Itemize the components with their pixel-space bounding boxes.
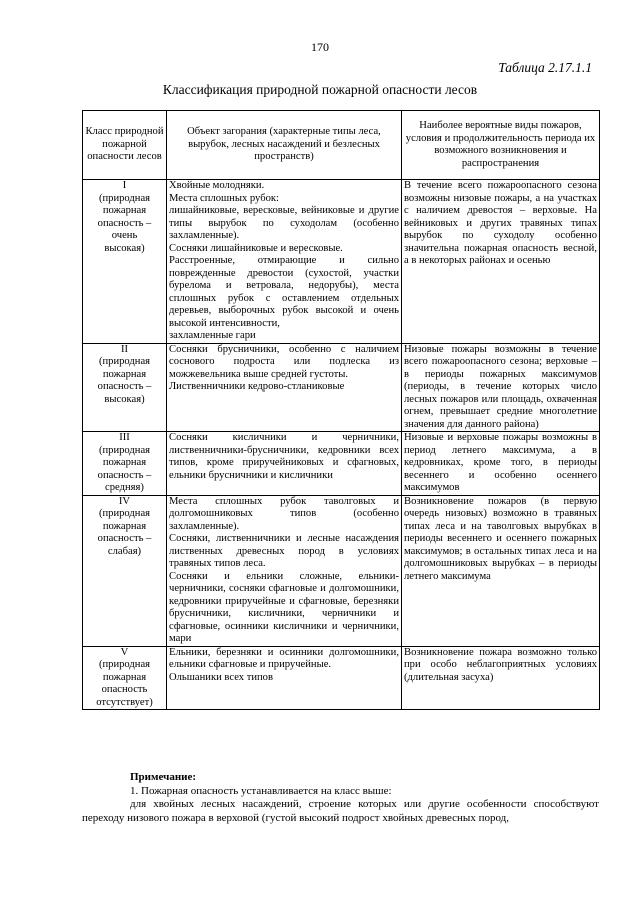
class-line: IV xyxy=(118,495,131,507)
class-line: пожарная xyxy=(102,671,147,683)
table-row xyxy=(83,495,600,646)
object-line: Сосняки и ельники сложные, ельники-черничники, сосняки сфагновые и долгомошники, кедровники приручейные и сфагновые, березняки брусничники, кисличники, черничники и сфагновые, осинники кисличники и черничники, мари xyxy=(169,570,399,644)
class-line: (природная xyxy=(98,444,151,456)
object-cell xyxy=(167,432,402,496)
page-number: 170 xyxy=(311,40,329,54)
class-line: III xyxy=(119,432,130,443)
class-line: отсутствует) xyxy=(96,696,153,708)
note-section xyxy=(82,771,599,825)
note-item-1: 1. Пожарная опасность устанавливается на класс выше: xyxy=(130,784,392,797)
class-line: средняя) xyxy=(105,482,144,493)
fires-cell: Возникновение пожаров (в первую очередь низовых) возможно в травяных типах леса и на таволговых вырубках в периоды весеннего и осеннего пожарных максимумов; в остальных типах леса и на долгомошниковых вырубках – в периоды летнего максимума xyxy=(402,495,600,646)
class-line: пожарная xyxy=(102,368,147,380)
object-line: Расстроенные, отмирающие и сильно поврежденные древостои (сухостой, участки бурелома и ветровала, недорубы), места сплошных рубок с оставлением отдельных деревьев, выборочных рубок высокой и очень высокой интенсивности, xyxy=(169,255,399,329)
object-cell xyxy=(167,495,402,646)
class-line: пожарная xyxy=(102,205,147,216)
class-line: (природная xyxy=(98,659,151,670)
class-line: (природная xyxy=(98,192,151,204)
class-line: V xyxy=(120,646,129,658)
table-row xyxy=(83,180,600,344)
class-line: II xyxy=(120,343,129,355)
class-line: слабая) xyxy=(107,545,142,557)
fires-cell: Низовые и верховые пожары возможны в период летнего максимума, а в кедровниках, кроме того, в периоды весеннего и особенно осеннего максимумов xyxy=(402,432,600,496)
table-row xyxy=(83,646,600,710)
object-line: Хвойные молодняки. xyxy=(169,180,265,191)
object-line: Места сплошных рубок: xyxy=(169,192,279,204)
table-header-row xyxy=(83,111,600,180)
fires-cell: В течение всего пожароопасного сезона возможны низовые пожары, а на участках с наличием древостоя – верховые. На вейниковых и других травяных типах вырубок по суходолу особенно значительна пожарная опасность весной, а в некоторых районах и осенью xyxy=(402,180,600,344)
object-line: Сосняки лишайниковые и вересковые. xyxy=(169,242,343,254)
header-fires: Наиболее вероятные виды пожаров, условия и продолжительность периода их возможного возникновения и распространения xyxy=(402,111,600,180)
class-line: опасность – xyxy=(97,469,152,481)
class-line: высокая) xyxy=(104,242,145,254)
fires-cell: Возникновение пожара возможно только при особо неблагоприятных условиях (длительная засуха) xyxy=(402,646,600,710)
table-row xyxy=(83,432,600,496)
note-title: Примечание: xyxy=(130,771,197,783)
header-object: Объект загорания (характерные типы леса, вырубок, лесных насаждений и безлесных пространств) xyxy=(167,111,402,180)
object-line: Сосняки брусничники, особенно с наличием соснового подроста или подлеска из можжевельника выше средней густоты. xyxy=(169,343,399,380)
table-row xyxy=(83,343,600,432)
object-line: Сосняки, лиственничники и лесные насаждения лиственных древесных пород в условиях травяных типов леса. xyxy=(169,533,399,569)
class-line: пожарная xyxy=(102,457,147,468)
object-line: Ельники, березняки и осинники долгомошники, ельники сфагновые и приручейные. xyxy=(169,646,399,670)
fires-cell: Низовые пожары возможны в течение всего пожароопасного сезона; верховые – в периоды пожарных максимумов (периоды, в течение которых число лесных пожаров или площадь, охваченная огнем, превышает средние многолетние значения для данного района) xyxy=(402,343,600,432)
note-body: для хвойных лесных насаждений, строение которых или другие особенности способствуют переходу низового пожара в верховой (густой высокий подрост хвойных древесных пород, xyxy=(82,798,599,824)
class-line: (природная xyxy=(98,356,151,367)
class-cell xyxy=(83,180,167,344)
class-line: опасность – xyxy=(97,533,152,544)
object-cell xyxy=(167,343,402,432)
class-line: высокая) xyxy=(104,393,145,405)
class-cell xyxy=(83,432,167,496)
class-cell xyxy=(83,495,167,646)
object-line: Лиственничники кедрово-стланиковые xyxy=(169,381,345,392)
class-cell xyxy=(83,646,167,710)
class-line: I xyxy=(122,180,127,191)
class-cell xyxy=(83,343,167,432)
object-line: лишайниковые, вересковые, вейниковые и другие типы вырубок по суходолам (особенно захламленные). xyxy=(169,205,399,241)
class-line: опасность – xyxy=(97,217,152,229)
object-line: Сосняки кисличники и черничники, лиственничники-брусничники, кедровники всех типов, кроме приручейниковых и сфагновых, ельники брусничники и кисличники xyxy=(169,432,399,481)
class-line: (природная xyxy=(98,508,151,519)
object-line: Места сплошных рубок таволговых и долгомошниковых типов (особенно захламленные). xyxy=(169,495,399,532)
object-cell xyxy=(167,646,402,710)
class-line: опасность xyxy=(101,684,148,695)
class-line: пожарная xyxy=(102,520,147,532)
object-line: Ольшаники всех типов xyxy=(169,671,273,683)
header-class: Класс природной пожарной опасности лесов xyxy=(83,111,167,180)
object-line: захламленные гари xyxy=(169,330,256,341)
table-label: Таблица 2.17.1.1 xyxy=(498,60,592,75)
fire-danger-classification-table xyxy=(82,110,600,710)
page-title: Классификация природной пожарной опасности лесов xyxy=(162,82,478,97)
class-line: очень xyxy=(111,230,138,241)
class-line: опасность – xyxy=(97,381,152,392)
object-cell xyxy=(167,180,402,344)
